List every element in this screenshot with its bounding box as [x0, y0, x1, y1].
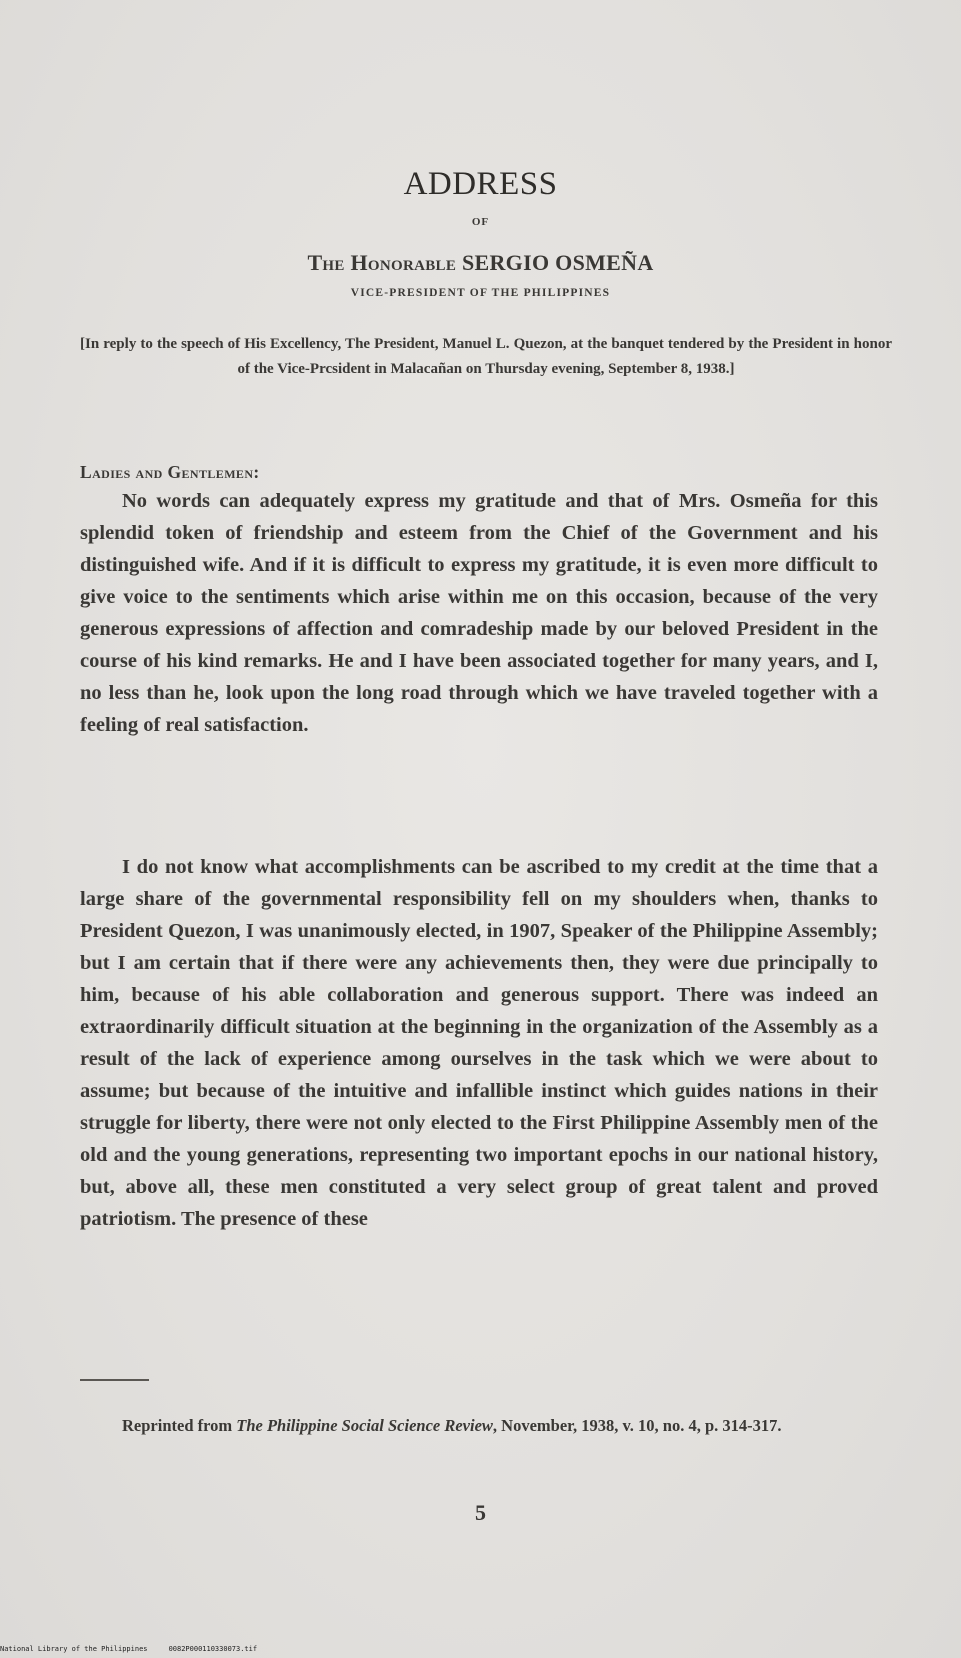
- paragraph-2: I do not know what accomplishments can be ascribed to my credit at the time that a large share of the governmental responsibility fell on my shoulders when, thanks to President Quezon, I was unanimously elected, in 1907, Speaker of the Philippine Assembly; but I am certain that if there were any achievements then, they were due principally to him, because of his able collaboration and generous support. There was indeed an extraordinarily difficult situation at the beginning in the organization of the Assembly as a result of the lack of experience among ourselves in the task which we were about to assume; but because of the intuitive and infallible instinct which guides nations in their struggle for liberty, there were not only elected to the First Philippine Assembly men of the old and the young generations, representing two important epochs in our national history, but, above all, these men constituted a very select group of great talent and proved patriotism. The presence of these: [80, 856, 878, 1230]
- speaker-name-prefix: The Honorable: [307, 250, 457, 275]
- footnote-source: The Philippine Social Science Review: [236, 1416, 493, 1435]
- salutation: Ladies and Gentlemen:: [80, 462, 260, 482]
- address-of: OF: [471, 216, 490, 228]
- speaker-office: VICE-PRESIDENT OF THE PHILIPPINES: [350, 287, 611, 299]
- paragraph-1: No words can adequately express my gratitude and that of Mrs. Osmeña for this splendid token of friendship and esteem from the Chief of the Government and his distinguished wife. And if it is difficult to express my gratitude, it is even more difficult to give voice to the sentiments which arise within me on this occasion, because of the very generous expressions of affection and comradeship made by our beloved President in the course of his kind remarks. He and I have been associated together for many years, and I, no less than he, look upon the long road through which we have traveled together with a feeling of real satisfaction.: [80, 490, 878, 736]
- speaker-name-main: SERGIO OSMEÑA: [461, 250, 654, 275]
- footnote-divider: [80, 1379, 149, 1381]
- footnote: [80, 1411, 888, 1440]
- footnote-suffix: , November, 1938, v. 10, no. 4, p. 314-317.: [492, 1416, 782, 1435]
- page-number: 5: [475, 1500, 486, 1525]
- archive-label: National Library of the Philippines 0082P000110330073.tif: [0, 1645, 258, 1653]
- speaker-name: [0, 250, 961, 276]
- footnote-prefix: Reprinted from: [122, 1416, 237, 1435]
- context-note: [In reply to the speech of His Excellency, The President, Manuel L. Quezon, at the banquet tendered by the President in honor of the Vice-Prcsident in Malacañan on Thursday evening, September 8, 1938.]: [80, 336, 892, 377]
- address-title: ADDRESS: [403, 166, 558, 202]
